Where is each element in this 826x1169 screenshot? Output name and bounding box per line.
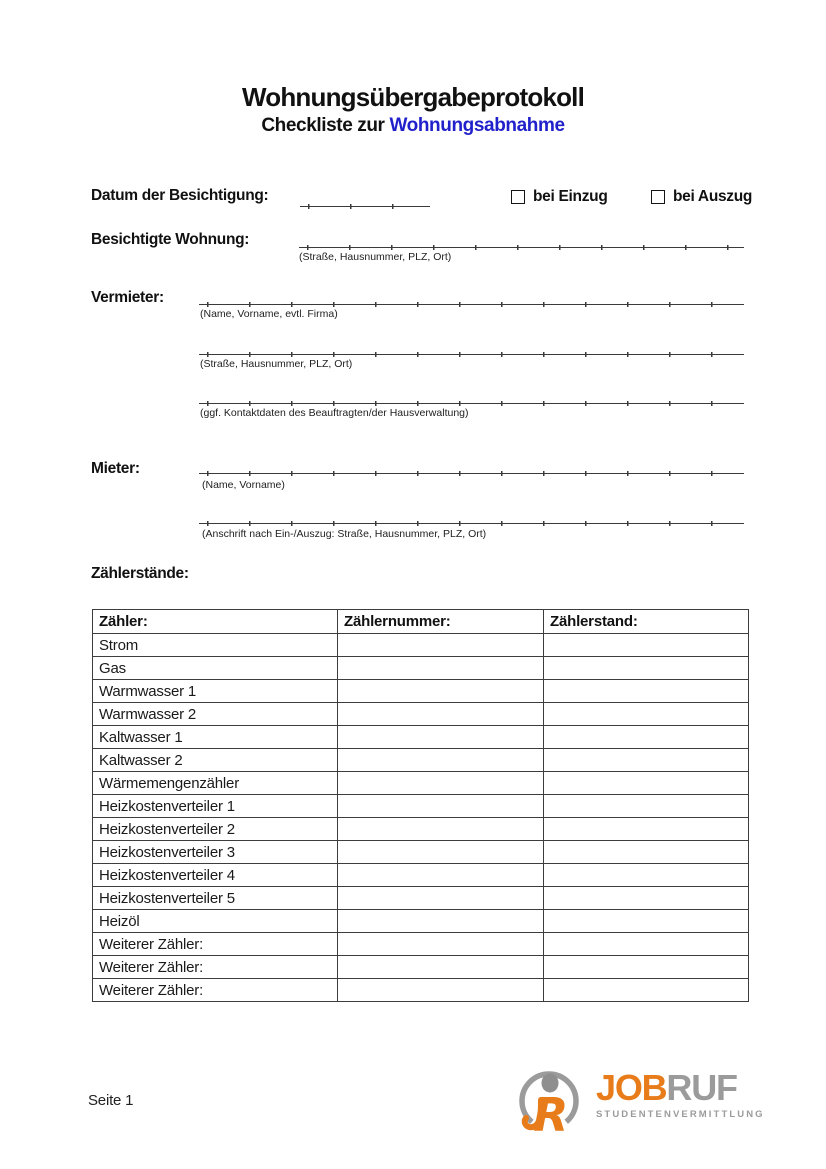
meter-number-cell[interactable] <box>338 634 544 657</box>
subtitle-highlight: Wohnungsabnahme <box>389 115 565 136</box>
table-row <box>93 772 749 795</box>
table-row <box>93 749 749 772</box>
meter-number-cell[interactable] <box>338 933 544 956</box>
meters-table <box>92 609 749 1002</box>
meter-reading-cell[interactable] <box>544 795 749 818</box>
mieter-anschrift-line[interactable] <box>199 506 744 524</box>
vermieter-name-line[interactable] <box>199 287 744 305</box>
meter-number-cell[interactable] <box>338 726 544 749</box>
meter-name: Heizkostenverteiler 4 <box>93 864 338 887</box>
meter-number-cell[interactable] <box>338 772 544 795</box>
label-datum-besichtigung: Datum der Besichtigung: <box>91 187 269 204</box>
meter-name: Warmwasser 1 <box>93 680 338 703</box>
meter-number-cell[interactable] <box>338 749 544 772</box>
page-number: Seite 1 <box>88 1092 134 1109</box>
meter-name: Weiterer Zähler: <box>93 956 338 979</box>
table-row <box>93 680 749 703</box>
logo-tagline: STUDENTENVERMITTLUNG <box>596 1109 765 1120</box>
meter-reading-cell[interactable] <box>544 864 749 887</box>
table-row <box>93 933 749 956</box>
meter-reading-cell[interactable] <box>544 979 749 1002</box>
meter-number-cell[interactable] <box>338 818 544 841</box>
meter-name: Wärmemengenzähler <box>93 772 338 795</box>
table-row <box>93 910 749 933</box>
meter-reading-cell[interactable] <box>544 703 749 726</box>
vermieter-adresse-line[interactable] <box>199 337 744 355</box>
page-title: Wohnungsübergabeprotokoll <box>241 82 585 112</box>
meter-name: Kaltwasser 1 <box>93 726 338 749</box>
vermieter-adresse-hint: (Straße, Hausnummer, PLZ, Ort) <box>200 358 353 370</box>
wohnung-input-line[interactable] <box>299 230 744 248</box>
meter-name: Heizkostenverteiler 1 <box>93 795 338 818</box>
meter-number-cell[interactable] <box>338 795 544 818</box>
logo-ruf: RUF <box>666 1067 737 1108</box>
jobruf-logo <box>516 1067 765 1142</box>
wohnung-hint: (Straße, Hausnummer, PLZ, Ort) <box>299 251 452 263</box>
jobruf-logo-text <box>596 1067 765 1120</box>
meter-name: Heizöl <box>93 910 338 933</box>
vermieter-name-hint: (Name, Vorname, evtl. Firma) <box>200 308 338 320</box>
meter-number-cell[interactable] <box>338 841 544 864</box>
jobruf-logo-icon <box>516 1068 586 1142</box>
table-row <box>93 841 749 864</box>
meter-name: Strom <box>93 634 338 657</box>
label-vermieter: Vermieter: <box>91 289 164 306</box>
meter-reading-cell[interactable] <box>544 933 749 956</box>
vermieter-kontakt-hint: (ggf. Kontaktdaten des Beauftragten/der Hausverwaltung) <box>200 407 469 419</box>
meter-name: Kaltwasser 2 <box>93 749 338 772</box>
meter-reading-cell[interactable] <box>544 680 749 703</box>
col-header-zaehlerstand: Zählerstand: <box>544 610 749 634</box>
table-row <box>93 657 749 680</box>
table-row <box>93 956 749 979</box>
table-header-row <box>93 610 749 634</box>
logo-job: JOB <box>596 1067 667 1108</box>
checkbox-auszug-label: bei Auszug <box>673 188 753 205</box>
meter-name: Weiterer Zähler: <box>93 979 338 1002</box>
table-row <box>93 726 749 749</box>
heading-zaehlerstaende: Zählerstände: <box>91 565 189 582</box>
col-header-zaehlernummer: Zählernummer: <box>338 610 544 634</box>
meter-number-cell[interactable] <box>338 956 544 979</box>
meter-name: Heizkostenverteiler 2 <box>93 818 338 841</box>
meter-number-cell[interactable] <box>338 680 544 703</box>
meter-reading-cell[interactable] <box>544 910 749 933</box>
table-row <box>93 634 749 657</box>
meter-reading-cell[interactable] <box>544 726 749 749</box>
meter-number-cell[interactable] <box>338 657 544 680</box>
meter-number-cell[interactable] <box>338 910 544 933</box>
checkbox-group-einzug[interactable] <box>511 188 608 206</box>
table-row <box>93 818 749 841</box>
meter-name: Heizkostenverteiler 5 <box>93 887 338 910</box>
mieter-name-line[interactable] <box>199 456 744 474</box>
label-besichtigte-wohnung: Besichtigte Wohnung: <box>91 231 250 248</box>
meter-reading-cell[interactable] <box>544 818 749 841</box>
meter-name: Heizkostenverteiler 3 <box>93 841 338 864</box>
meter-name: Gas <box>93 657 338 680</box>
checkbox-einzug-label: bei Einzug <box>533 188 608 205</box>
meter-reading-cell[interactable] <box>544 772 749 795</box>
meter-name: Weiterer Zähler: <box>93 933 338 956</box>
meter-number-cell[interactable] <box>338 703 544 726</box>
mieter-anschrift-hint: (Anschrift nach Ein-/Auszug: Straße, Hausnummer, PLZ, Ort) <box>202 528 487 540</box>
table-row <box>93 864 749 887</box>
subtitle-prefix: Checkliste zur <box>261 115 390 136</box>
meter-reading-cell[interactable] <box>544 634 749 657</box>
svg-text:R: R <box>533 1088 569 1142</box>
label-mieter: Mieter: <box>91 460 140 477</box>
meter-reading-cell[interactable] <box>544 657 749 680</box>
table-row <box>93 979 749 1002</box>
jobruf-wordmark <box>596 1067 765 1108</box>
meter-reading-cell[interactable] <box>544 887 749 910</box>
table-row <box>93 887 749 910</box>
checkbox-auszug[interactable] <box>651 190 665 204</box>
meter-number-cell[interactable] <box>338 979 544 1002</box>
datum-input-line[interactable] <box>300 189 430 207</box>
vermieter-kontakt-line[interactable] <box>199 386 744 404</box>
checkbox-group-auszug[interactable] <box>651 188 752 206</box>
mieter-name-hint: (Name, Vorname) <box>202 479 285 491</box>
col-header-zaehler: Zähler: <box>93 610 338 634</box>
page-subtitle <box>0 115 826 137</box>
meter-reading-cell[interactable] <box>544 749 749 772</box>
meter-reading-cell[interactable] <box>544 841 749 864</box>
checkbox-einzug[interactable] <box>511 190 525 204</box>
meter-reading-cell[interactable] <box>544 956 749 979</box>
table-row <box>93 795 749 818</box>
meter-number-cell[interactable] <box>338 887 544 910</box>
meter-name: Warmwasser 2 <box>93 703 338 726</box>
table-row <box>93 703 749 726</box>
meter-number-cell[interactable] <box>338 864 544 887</box>
